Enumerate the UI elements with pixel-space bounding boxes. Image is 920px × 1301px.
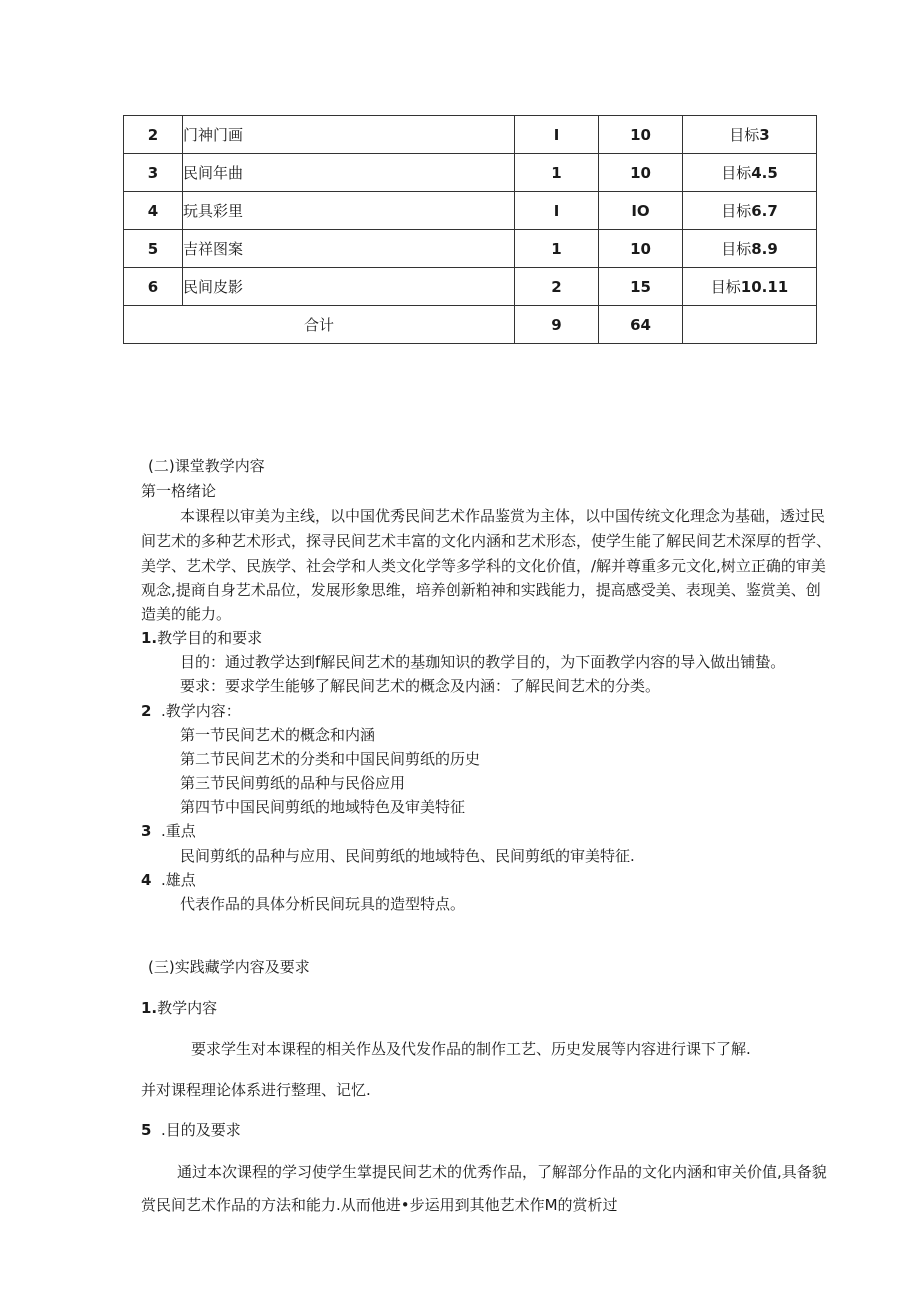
goal-cell bbox=[683, 268, 817, 306]
item-number: 5 bbox=[141, 1121, 152, 1139]
goal-cell bbox=[683, 192, 817, 230]
goal-prefix: 目标 bbox=[721, 202, 752, 220]
item-number: 1. bbox=[141, 999, 158, 1017]
goal-number: 3 bbox=[759, 126, 770, 144]
list-item: 第一节民间艺术的概念和内涵 bbox=[180, 726, 376, 744]
goal-prefix: 目标 bbox=[721, 240, 752, 258]
row-number: 2 bbox=[124, 116, 183, 154]
topic-name: 玩具彩里 bbox=[183, 192, 515, 230]
chapter-title: 第一格绪论 bbox=[141, 482, 217, 500]
course-hours-table bbox=[123, 115, 817, 344]
item-number: 3 bbox=[141, 822, 152, 840]
total-a-value: 9 bbox=[515, 306, 599, 344]
goal-cell bbox=[683, 154, 817, 192]
practice-goal-text: 通过本次课程的学习使学生掌提民间艺术的优秀作品，了解部分作品的文化内涵和审关价值,具备貌 bbox=[177, 1163, 827, 1181]
goal-prefix: 目标 bbox=[729, 126, 760, 144]
section2-heading: (二)课堂教学内容 bbox=[148, 457, 265, 475]
table-total-row bbox=[124, 306, 817, 344]
row-number: 6 bbox=[124, 268, 183, 306]
goal-prefix: 目标 bbox=[710, 278, 741, 296]
intro-paragraph-line: 造美的能力。 bbox=[141, 605, 232, 623]
topic-name: 民间年曲 bbox=[183, 154, 515, 192]
intro-paragraph-line: 观念,提商自身艺术品位，发展形象思维，培养创新粕神和实践能力，提高感受美、表现美、鉴赏美、创 bbox=[141, 581, 821, 599]
item-title: .教学内容： bbox=[161, 702, 241, 720]
goal-cell bbox=[683, 230, 817, 268]
col-b-value: 10 bbox=[599, 116, 683, 154]
practice-text: 要求学生对本课程的相关作丛及代发作品的制作工艺、历史发展等内容进行课下了解. bbox=[191, 1040, 751, 1058]
intro-paragraph-line: 本课程以审美为主线，以中国优秀民间艺术作品鉴赏为主体，以中国传统文化理念为基础，透过民 bbox=[180, 507, 826, 525]
item-title: .雄点 bbox=[161, 871, 196, 889]
topic-name: 吉祥图案 bbox=[183, 230, 515, 268]
goal-number: 6.7 bbox=[751, 202, 778, 220]
item-number: 1. bbox=[141, 629, 158, 647]
goal-number: 4.5 bbox=[751, 164, 778, 182]
goal-number: 10.11 bbox=[740, 278, 789, 296]
item-number: 2 bbox=[141, 702, 152, 720]
item-title: 教学内容 bbox=[157, 999, 218, 1017]
col-b-value: 10 bbox=[599, 230, 683, 268]
item-heading-objectives bbox=[141, 628, 262, 648]
col-a-value: 1 bbox=[515, 230, 599, 268]
list-item: 第四节中国民间剪纸的地域特色及审美特征 bbox=[180, 798, 466, 816]
total-goal bbox=[683, 306, 817, 344]
col-a-value: I bbox=[515, 192, 599, 230]
item-title: 教学目的和要求 bbox=[157, 629, 263, 647]
objective-text: 目的：通过教学达到f解民间艺术的基珈知识的教学目的，为下面教学内容的导入做出铺蛰。 bbox=[180, 653, 786, 671]
list-item: 第二节民间艺术的分类和中国民间剪纸的历史 bbox=[180, 750, 481, 768]
item-heading-practice-content bbox=[141, 998, 217, 1018]
table-row bbox=[124, 230, 817, 268]
item-number: 4 bbox=[141, 871, 152, 889]
row-number: 3 bbox=[124, 154, 183, 192]
table-row bbox=[124, 154, 817, 192]
list-item: 第三节民间剪纸的品种与民俗应用 bbox=[180, 774, 406, 792]
intro-paragraph-line: 美学、艺术学、民族学、社会学和人类文化学等多学科的文化价值，/解并尊重多元文化,树立正确的审美 bbox=[141, 557, 826, 575]
table-row bbox=[124, 192, 817, 230]
topic-name: 民间皮影 bbox=[183, 268, 515, 306]
col-b-value: 15 bbox=[599, 268, 683, 306]
total-label: 合计 bbox=[124, 306, 515, 344]
table-row bbox=[124, 116, 817, 154]
keypoints-text: 民间剪纸的品种与应用、民间剪纸的地域特色、民间剪纸的审美特征. bbox=[180, 847, 635, 865]
goal-number: 8.9 bbox=[751, 240, 778, 258]
item-title: .目的及要求 bbox=[161, 1121, 241, 1139]
goal-cell bbox=[683, 116, 817, 154]
item-heading-content bbox=[141, 701, 241, 721]
item-title: .重点 bbox=[161, 822, 196, 840]
table-row bbox=[124, 268, 817, 306]
col-a-value: I bbox=[515, 116, 599, 154]
total-b-value: 64 bbox=[599, 306, 683, 344]
row-number: 4 bbox=[124, 192, 183, 230]
difficulties-text: 代表作品的具体分析民间玩具的造型特点。 bbox=[180, 895, 466, 913]
item-heading-practice-goals bbox=[141, 1120, 241, 1140]
practice-text: 并对课程理论体系进行整理、记忆. bbox=[141, 1081, 371, 1099]
row-number: 5 bbox=[124, 230, 183, 268]
col-a-value: 1 bbox=[515, 154, 599, 192]
item-heading-difficulties bbox=[141, 870, 196, 890]
item-heading-keypoints bbox=[141, 821, 196, 841]
requirement-text: 要求：要求学生能够了解民间艺术的概念及内涵：了解民间艺术的分类。 bbox=[180, 677, 661, 695]
intro-paragraph-line: 间艺术的多种艺术形式，探寻民间艺术丰富的文化内涵和艺术形态，使学生能了解民间艺术深厚的哲学、 bbox=[141, 532, 832, 550]
col-b-value: IO bbox=[599, 192, 683, 230]
col-a-value: 2 bbox=[515, 268, 599, 306]
practice-goal-text: 赏民间艺术作品的方法和能力.从而他进•步运用到其他艺术作M的赏析过 bbox=[141, 1196, 618, 1214]
goal-prefix: 目标 bbox=[721, 164, 752, 182]
col-b-value: 10 bbox=[599, 154, 683, 192]
topic-name: 门神门画 bbox=[183, 116, 515, 154]
section3-heading: (三)实践藏学内容及要求 bbox=[148, 958, 310, 976]
